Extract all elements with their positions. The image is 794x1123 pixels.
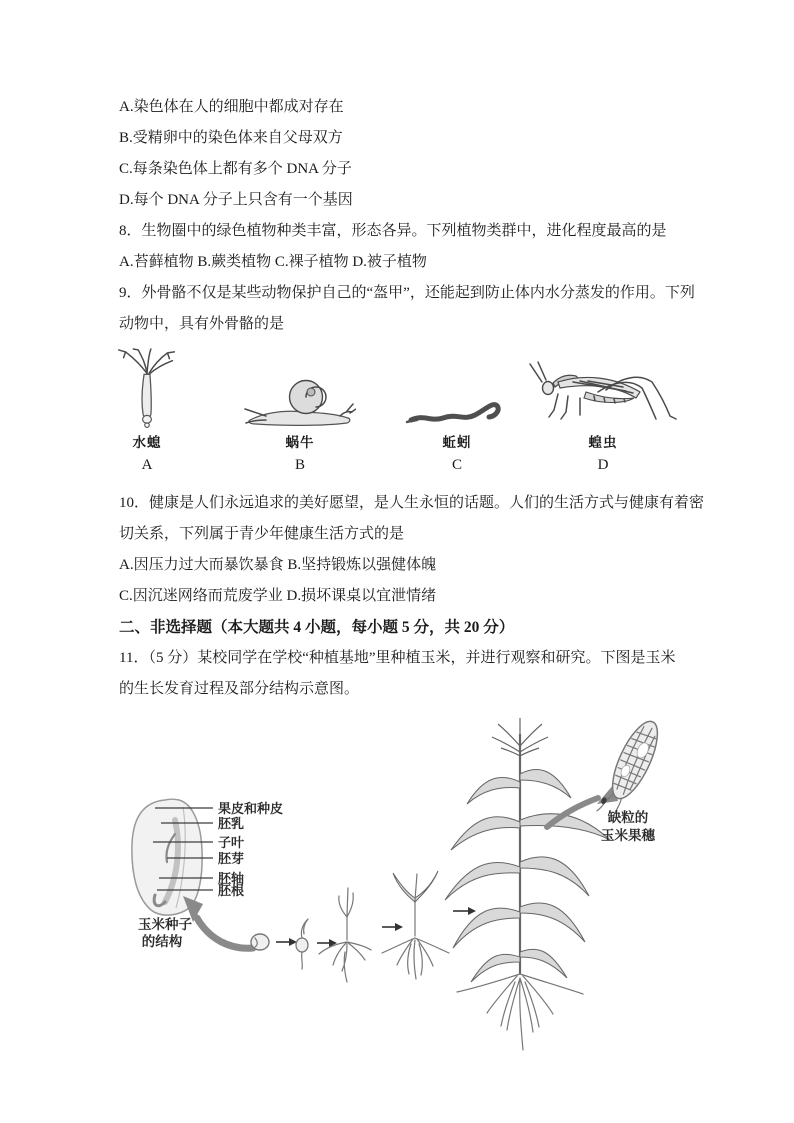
seed-label-plumule: 胚芽 [218,851,245,866]
seed-label-radicle: 胚根 [218,883,245,898]
q8-stem: 8．生物圈中的绿色植物种类丰富，形态各异。下列植物类群中，进化程度最高的是 [119,223,667,239]
growth-stage-4-young-plant [382,871,449,979]
q10-options-cd: C.因沉迷网络而荒废学业 D.损坏课桌以宜泄情绪 [119,588,437,604]
ear-label [601,809,655,843]
q9-animal-figures [119,342,681,482]
q7-option-c: C.每条染色体上都有多个 DNA 分子 [119,161,352,177]
q7-option-d: D.每个 DNA 分子上只含有一个基因 [119,192,353,208]
tassel [492,718,548,756]
animal-option-b [244,346,356,477]
seed-label-cotyledon: 子叶 [218,835,245,850]
locust-figure [528,346,678,430]
animal-caption-hydra: 水螅 [132,435,162,450]
q10-options-ab: A.因压力过大而暴饮暴食 B.坚持锻炼以强健体魄 [119,557,437,573]
corn-growth-diagram [95,712,755,1057]
exam-text-block [119,92,705,705]
option-letter-c: C [451,457,462,473]
q9-stem-line2: 动物中，具有外骨骼的是 [119,316,285,332]
animal-option-c [405,346,509,477]
growth-stage-3-seedling [319,888,371,982]
animal-option-a [115,346,179,477]
animal-caption-locust: 蝗虫 [588,435,618,450]
hydra-icon [115,348,179,430]
right-arrow-icon-1 [276,938,297,946]
q11-stem-line2: 的生长发育过程及部分结构示意图。 [119,681,360,697]
option-letter-b: B [294,457,305,473]
ear-label-line2: 玉米果穗 [601,828,655,843]
snail-figure [244,346,356,430]
earthworm-figure [405,346,509,430]
ear-label-line1: 缺粒的 [607,810,649,825]
q8-options: A.苔藓植物 B.蕨类植物 C.裸子植物 D.被子植物 [119,254,427,270]
q10-stem-line2: 切关系，下列属于青少年健康生活方式的是 [119,526,405,542]
seed-label-endosperm: 胚乳 [218,816,245,831]
q9-stem-line1: 9．外骨骼不仅是某些动物保护自己的“盔甲”，还能起到防止体内水分蒸发的作用。下列 [119,285,695,301]
seed-caption-line1: 玉米种子 [138,917,192,932]
mature-corn-plant-sketch [445,718,610,1050]
section2-heading: 二、非选择题（本大题共 4 小题，每小题 5 分，共 20 分） [119,619,515,636]
curved-arrow-to-seed-structure-icon [183,896,253,948]
seed-label-pericarp: 果皮和种皮 [218,801,284,816]
animal-option-d [528,346,678,477]
animal-caption-earthworm: 蚯蚓 [442,435,472,450]
option-letter-a: A [141,457,153,473]
seed-label-hypocotyl: 胚轴 [218,871,245,886]
corn-seed-sketch [132,799,202,915]
q7-option-a: A.染色体在人的细胞中都成对存在 [119,99,344,115]
hydra-figure [115,346,179,430]
right-arrow-icon-3 [382,923,403,931]
earthworm-icon [405,390,509,430]
growth-stage-2-germination [296,919,308,969]
animal-caption-snail: 蜗牛 [285,435,315,450]
snail-icon [244,374,356,430]
corn-ear-sketch [594,716,666,825]
q7-option-b: B.受精卵中的染色体来自父母双方 [119,130,343,146]
seed-caption-line2: 的结构 [141,934,183,949]
right-arrow-icon-4 [453,907,476,915]
option-letter-d: D [597,457,609,473]
locust-icon [528,352,678,430]
q11-stem-line1: 11．（5 分）某校同学在学校“种植基地”里种植玉米，并进行观察和研究。下图是玉米 [119,650,676,666]
growth-stage-1-seed [251,934,269,950]
plant-roots [457,974,583,1050]
q10-stem-line1: 10．健康是人们永远追求的美好愿望，是人生永恒的话题。人们的生活方式与健康有着密 [119,495,705,511]
